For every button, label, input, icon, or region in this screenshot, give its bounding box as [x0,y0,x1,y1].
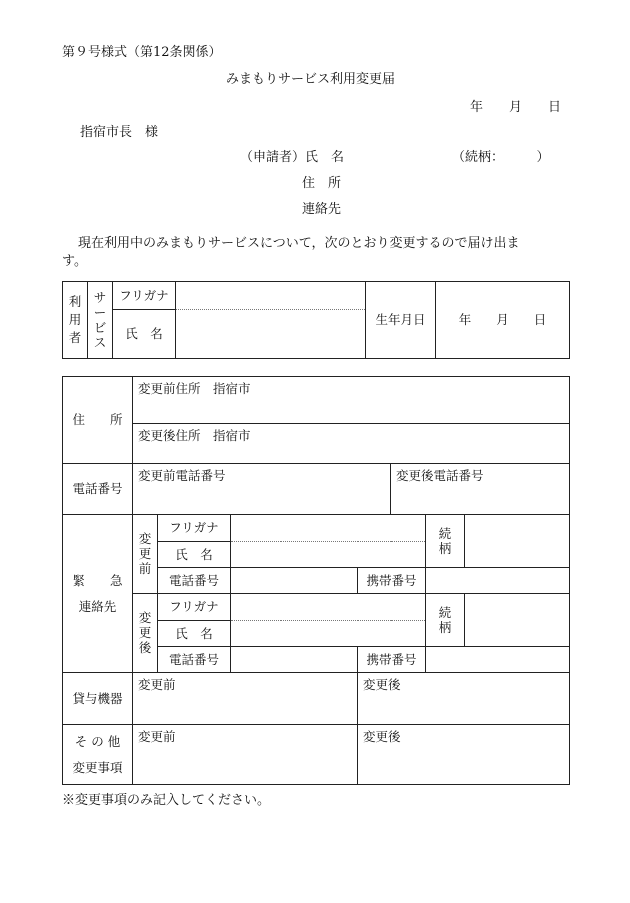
emergency-after-mobile-label: 携帯番号 [358,647,426,673]
other-label-line1: そ の 他 [74,733,121,749]
emergency-after-tel-input[interactable] [231,647,358,673]
user-info-table [62,281,570,359]
user-furigana-input[interactable] [176,282,366,310]
emergency-after-label: 変更後 [133,594,158,673]
user-column-header: 利用者 [63,282,88,359]
address-before-field[interactable]: 変更前住所 指宿市 [133,377,570,424]
form-number: 第９号様式（第12条関係） [62,45,222,60]
emergency-before-mobile-input[interactable] [426,568,570,594]
address-row-label: 住 所 [63,377,133,464]
emergency-after-furigana-label: フリガナ [158,594,231,621]
intro-text-line1: 現在利用中のみまもりサービスについて，次のとおり変更するので届け出ま [78,236,520,251]
birthdate-value[interactable]: 年 月 日 [436,282,570,359]
other-after-field[interactable]: 変更後 [358,725,570,785]
emergency-before-furigana-input[interactable] [231,515,426,542]
other-before-field[interactable]: 変更前 [133,725,358,785]
emergency-contact-label [63,515,133,673]
emergency-after-name-label: 氏 名 [158,621,231,647]
device-after-field[interactable]: 変更後 [358,673,570,725]
applicant-address-label: 住 所 [302,176,342,191]
birthdate-label: 生年月日 [366,282,436,359]
emergency-after-tel-label: 電話番号 [158,647,231,673]
emergency-before-relation-label: 続柄 [426,515,465,568]
service-column-header: サービス [88,282,113,359]
phone-before-field[interactable]: 変更前電話番号 [133,464,391,515]
user-name-label: 氏 名 [113,310,176,359]
intro-text-line2: す。 [62,254,87,269]
emergency-before-label: 変更前 [133,515,158,594]
emergency-after-mobile-input[interactable] [426,647,570,673]
emergency-before-tel-label: 電話番号 [158,568,231,594]
device-before-field[interactable]: 変更前 [133,673,358,725]
change-details-table [62,376,570,785]
emergency-after-furigana-input[interactable] [231,594,426,621]
emergency-label-line2: 連絡先 [78,598,117,614]
phone-row-label: 電話番号 [63,464,133,515]
emergency-before-mobile-label: 携帯番号 [358,568,426,594]
addressee: 指宿市長 様 [80,125,159,140]
phone-after-field[interactable]: 変更後電話番号 [391,464,570,515]
form-title: みまもりサービス利用変更届 [226,72,396,87]
other-label-line2: 変更事項 [72,759,123,775]
other-changes-label [63,725,133,785]
emergency-after-relation-label: 続柄 [426,594,465,647]
relation-label: （続柄： ） [452,150,550,165]
submission-date: 年 月 日 [470,100,562,115]
footer-note: ※変更事項のみ記入してください。 [62,793,271,808]
emergency-before-name-input[interactable] [231,542,426,568]
emergency-before-relation-input[interactable] [465,515,570,568]
user-name-input[interactable] [176,310,366,359]
user-furigana-label: フリガナ [113,282,176,310]
applicant-contact-label: 連絡先 [302,202,342,217]
emergency-label-line1: 緊 急 [72,572,123,588]
emergency-before-furigana-label: フリガナ [158,515,231,542]
emergency-after-relation-input[interactable] [465,594,570,647]
emergency-before-name-label: 氏 名 [158,542,231,568]
emergency-before-tel-input[interactable] [231,568,358,594]
emergency-after-name-input[interactable] [231,621,426,647]
applicant-name-label: （申請者）氏 名 [240,150,345,165]
address-after-field[interactable]: 変更後住所 指宿市 [133,424,570,464]
device-row-label: 貸与機器 [63,673,133,725]
